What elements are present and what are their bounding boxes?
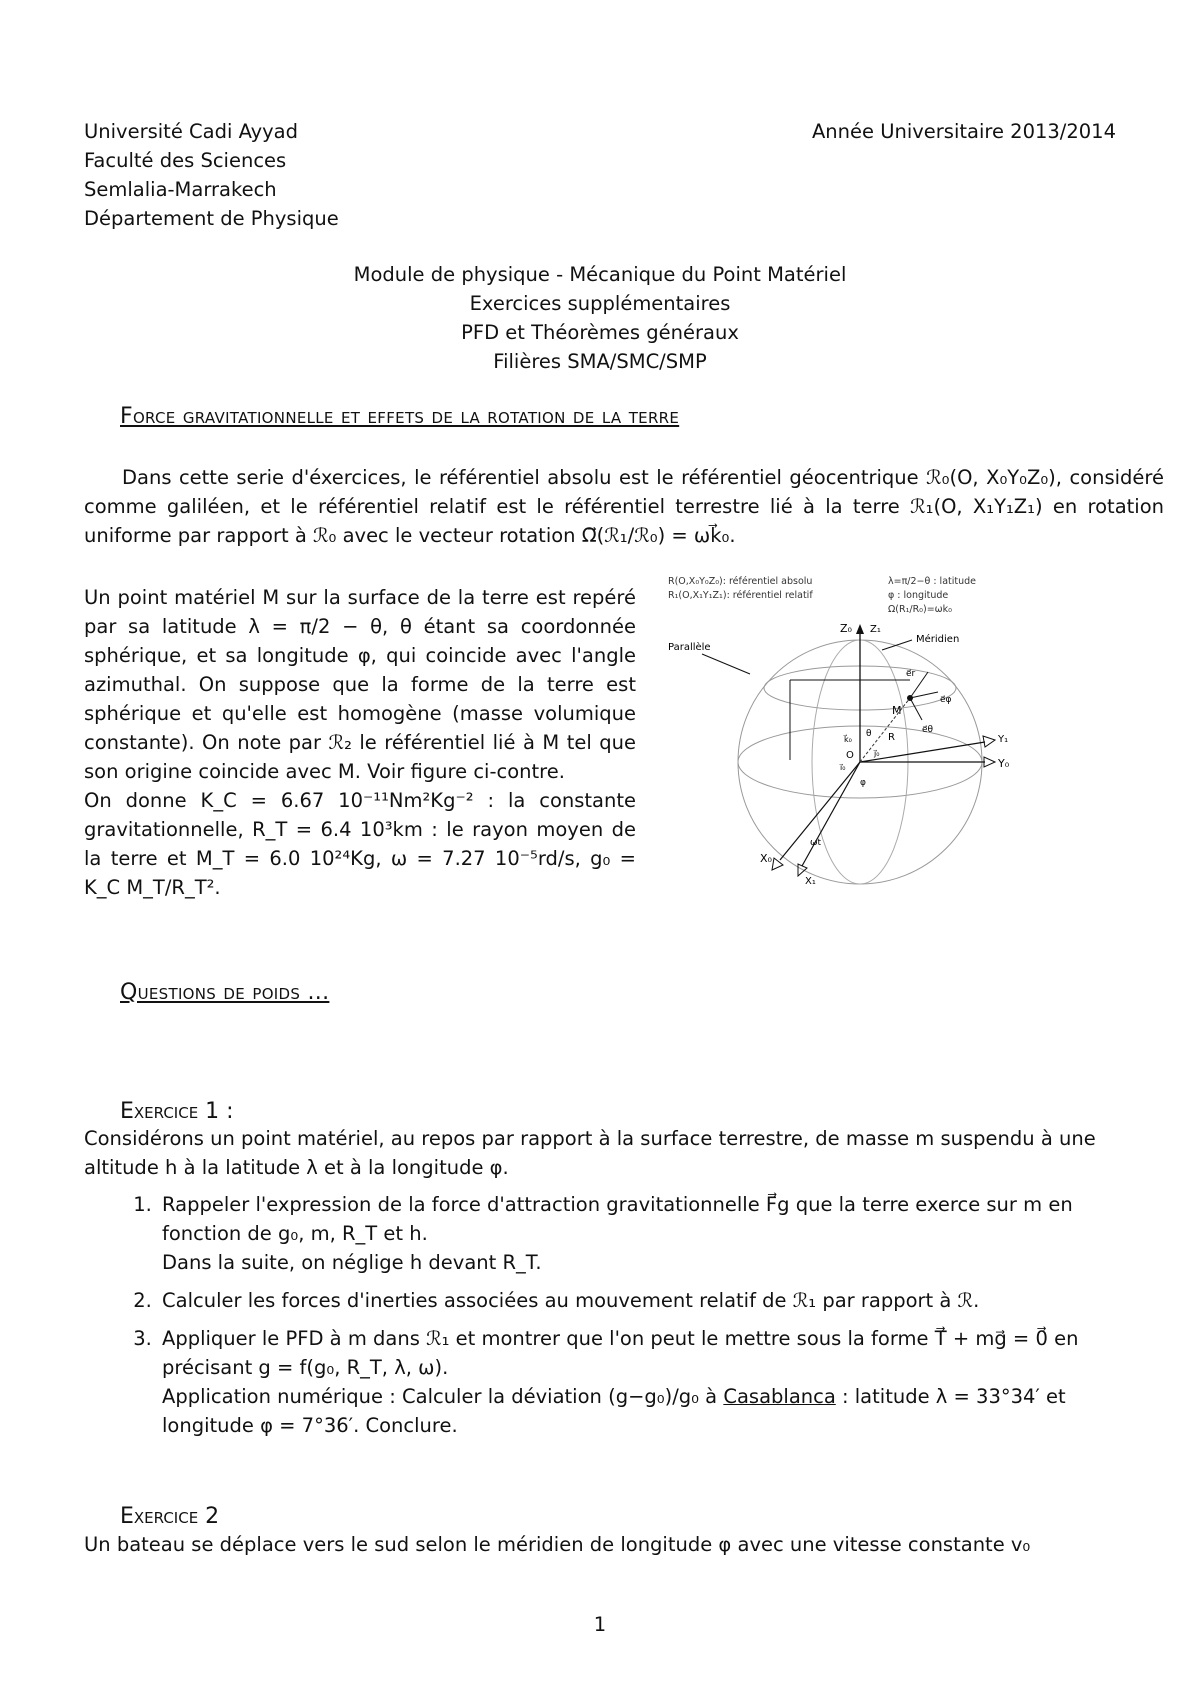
document-titles xyxy=(0,260,1200,376)
description-column xyxy=(84,583,636,902)
label-ephi: e⃗φ xyxy=(940,695,952,705)
question-1-note: Dans la suite, on néglige h devant R_T. xyxy=(162,1251,542,1274)
section-title-weight-questions: Questions de poids ... xyxy=(120,980,330,1005)
constants-paragraph: On donne K_C = 6.67 10⁻¹¹Nm²Kg⁻² : la constante gravitationnelle, R_T = 6.4 10³km : le rayon moyen de la terre et M_T = 6.0 10²⁴Kg, ω = 7.27 10⁻⁵rd/s, g₀ = K_C M_T/R_T². xyxy=(84,789,636,899)
question-1 xyxy=(158,1190,1124,1277)
legend-latitude: λ=π/2−θ : latitude xyxy=(888,576,977,587)
page-number: 1 xyxy=(593,1613,607,1636)
exercise2-title: Exercice 2 xyxy=(120,1504,220,1529)
question-2-text: Calculer les forces d'inerties associées au mouvement relatif de ℛ₁ par rapport à ℛ. xyxy=(162,1289,980,1312)
legend-relative-frame: R₁(O,X₁Y₁Z₁): référentiel relatif xyxy=(668,590,813,601)
label-z0: Z₀ xyxy=(840,622,852,635)
label-x0: X₀ xyxy=(760,852,772,865)
exercise1-body xyxy=(84,1124,1124,1449)
earth-rotation-figure xyxy=(660,570,1020,908)
label-meridien: Méridien xyxy=(916,634,960,645)
casablanca-link: Casablanca xyxy=(723,1385,836,1408)
city: Semlalia-Marrakech xyxy=(84,178,277,201)
exercise1-questions xyxy=(84,1190,1124,1440)
label-x1: X₁ xyxy=(805,876,816,887)
label-parallele: Parallèle xyxy=(668,642,711,653)
legend-longitude: φ : longitude xyxy=(888,590,949,601)
label-M: M xyxy=(892,704,902,717)
intro-paragraph: Dans cette serie d'éxercices, le référentiel absolu est le référentiel géocentrique ℛ₀(O, X₀Y₀Z₀), considéré comme galiléen, et le référentiel relatif est le référentiel terrestre lié à la terre ℛ₁(O, X₁Y₁Z₁) en rotation uniforme par rapport à ℛ₀ avec le vecteur rotation Ω⃗(ℛ₁/ℛ₀) = ωk⃗₀. xyxy=(84,466,1164,547)
label-R: R xyxy=(888,732,895,743)
section-title-gravitation: Force gravitationnelle et effets de la rotation de la terre xyxy=(120,404,680,429)
label-j0: j⃗₀ xyxy=(874,749,880,758)
exercise2-intro: Un bateau se déplace vers le sud selon le méridien de longitude φ avec une vitesse constante v₀ xyxy=(84,1533,1031,1556)
question-3-app-suffix: : latitude λ = 33°34′ et longitude φ = 7°36′. Conclure. xyxy=(162,1385,1066,1437)
header-left xyxy=(84,117,339,233)
legend-absolute-frame: R(O,X₀Y₀Z₀): référentiel absolu xyxy=(668,576,813,587)
question-2 xyxy=(158,1286,1124,1315)
exercise1-title: Exercice 1 : xyxy=(120,1099,234,1124)
label-omega-t: ωt xyxy=(810,838,822,848)
ephi-vector xyxy=(910,692,938,698)
label-O: O xyxy=(846,750,854,761)
label-phi: φ xyxy=(860,778,866,788)
question-3-app-prefix: Application numérique : Calculer la déviation (g−g₀)/g₀ à xyxy=(162,1385,718,1408)
label-y0: Y₀ xyxy=(998,757,1010,770)
question-3-text: Appliquer le PFD à m dans ℛ₁ et montrer que l'on peut le mettre sous la forme T⃗ + mg⃗ = 0⃗ en précisant g = f(g₀, R_T, λ, ω). xyxy=(162,1327,1079,1379)
x0-arrow xyxy=(772,858,783,870)
question-1-text: Rappeler l'expression de la force d'attraction gravitationnelle F⃗g que la terre exerce sur m en fonction de g₀, m, R_T et h. xyxy=(162,1193,1073,1245)
label-etheta: e⃗θ xyxy=(922,725,934,735)
title-module: Module de physique - Mécanique du Point Matériel xyxy=(353,263,847,286)
exercise1-intro: Considérons un point matériel, au repos par rapport à la surface terrestre, de masse m suspendu à une altitude h à la latitude λ et à la longitude φ. xyxy=(84,1127,1096,1179)
label-theta: θ xyxy=(866,729,872,739)
department: Département de Physique xyxy=(84,207,339,230)
faculty: Faculté des Sciences xyxy=(84,149,287,172)
legend-rotation-vector: Ω(R₁/R₀)=ωk₀ xyxy=(888,604,952,615)
label-er: e⃗r xyxy=(906,669,916,679)
title-programs: Filières SMA/SMC/SMP xyxy=(493,350,707,373)
y0-arrow xyxy=(984,757,995,767)
label-i0: i⃗₀ xyxy=(840,763,846,772)
parallele-pointer xyxy=(702,654,750,674)
point-description: Un point matériel M sur la surface de la terre est repéré par sa latitude λ = π/2 − θ, θ étant sa coordonnée sphérique, et sa longitude φ, qui coincide avec l'angle azimuthal. On suppose que la forme de la terre est sphérique et qu'elle est homogène (masse volumique constante). On note par ℛ₂ le référentiel lié à M tel que son origine coincide avec M. Voir figure ci-contre. xyxy=(84,586,636,783)
university: Université Cadi Ayyad xyxy=(84,120,299,143)
question-3 xyxy=(158,1324,1124,1440)
label-z1: Z₁ xyxy=(870,624,881,635)
label-k0: k⃗₀ xyxy=(844,735,852,744)
z-arrow xyxy=(856,624,864,634)
label-y1: Y₁ xyxy=(998,734,1009,745)
x1-axis xyxy=(802,762,860,866)
meridien-pointer xyxy=(882,640,912,650)
academic-year: Année Universitaire 2013/2014 xyxy=(811,120,1116,143)
title-topic: PFD et Théorèmes généraux xyxy=(461,321,739,344)
etheta-vector xyxy=(910,698,922,720)
title-exercises: Exercices supplémentaires xyxy=(469,292,731,315)
